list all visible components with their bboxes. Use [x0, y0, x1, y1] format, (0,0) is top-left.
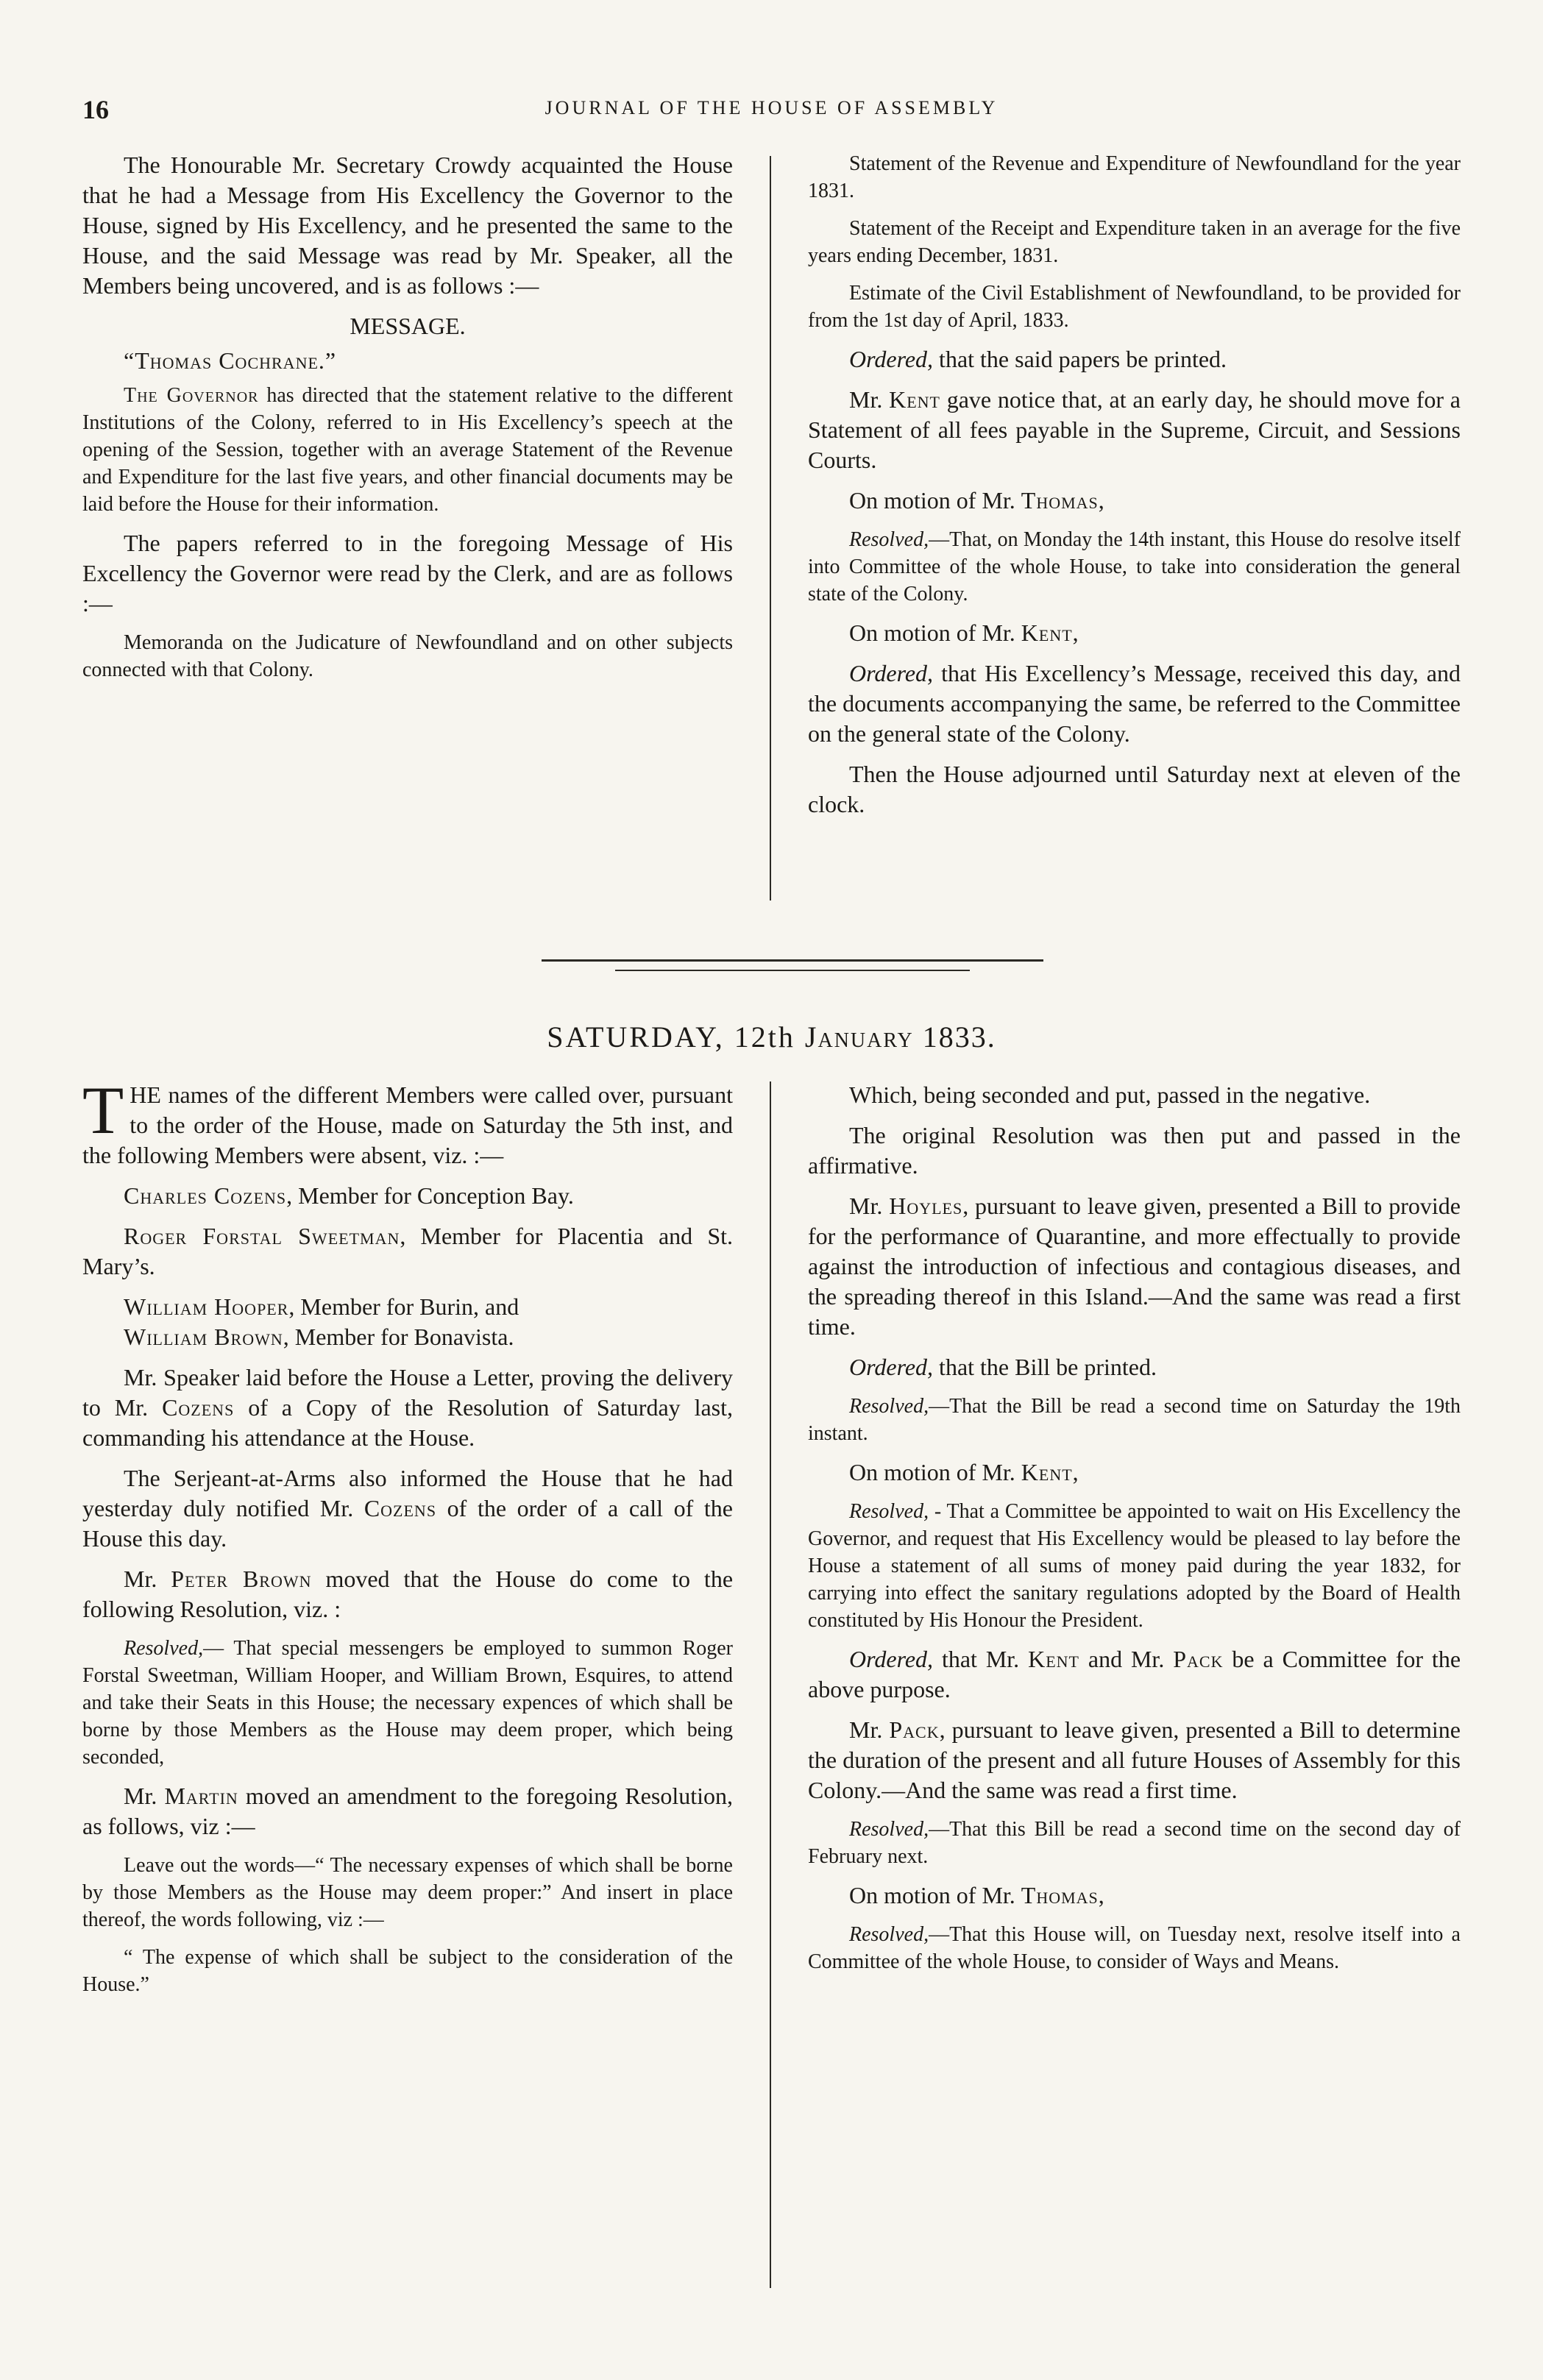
paragraph: Then the House adjourned until Saturday next at eleven of the clock.: [808, 761, 1461, 817]
top-left-column: [82, 150, 733, 694]
message-signature: “Thomas Cochrane.”: [124, 347, 337, 374]
absent-member: William Hooper, Member for Burin, and: [124, 1293, 519, 1320]
journal-title: JOURNAL OF THE HOUSE OF ASSEMBLY: [545, 97, 998, 118]
paragraph: Mr. Speaker laid before the House a Letter, proving the delivery to Mr. Cozens of a Copy of the Resolution of Saturday last, commanding his attendance at the House.: [82, 1364, 734, 1451]
document-item: Statement of the Receipt and Expenditure taken in an average for the five years ending December, 1831.: [808, 217, 1461, 267]
paragraph: The original Resolution was then put and passed in the affirmative.: [808, 1122, 1461, 1179]
paragraph: Mr. Kent gave notice that, at an early day, he should move for a Statement of all fees payable in the Supreme, Circuit, and Sessions Courts.: [808, 386, 1461, 473]
resolution: Resolved,—That this House will, on Tuesday next, resolve itself into a Committee of the whole House, to consider of Ways and Means.: [808, 1923, 1461, 1973]
amendment-text: “ The expense of which shall be subject to the consideration of the House.”: [82, 1946, 733, 1996]
section-rule: [542, 959, 1043, 962]
bottom-left-column: [82, 1073, 734, 2008]
paragraph: Which, being seconded and put, passed in the negative.: [849, 1081, 1371, 1108]
paragraph: Mr. Pack, pursuant to leave given, presented a Bill to determine the duration of the present and all future Houses of Assembly for this Colony.—And the same was read a first time.: [808, 1716, 1461, 1803]
resolution: Resolved,—That the Bill be read a second time on Saturday the 19th instant.: [808, 1395, 1461, 1445]
motion-line: On motion of Mr. Kent,: [849, 1459, 1079, 1485]
absent-member: Roger Forstal Sweetman, Member for Placentia and St. Mary’s.: [82, 1223, 734, 1279]
paragraph: Ordered, that the Bill be printed.: [849, 1354, 1157, 1380]
column-divider: [770, 156, 771, 901]
resolution: Resolved,—That this Bill be read a second time on the second day of February next.: [808, 1818, 1461, 1868]
section-rule: [615, 970, 970, 971]
message-text: The Governor has directed that the statement relative to the different Institutions of the Colony, referred to in His Excellency’s speech at the opening of the Session, together with an average Statement of the Revenue and Expenditure for the last five years, and other financial documents may be laid before the House for their information.: [82, 384, 734, 516]
paragraph: Ordered, that the said papers be printed.: [849, 346, 1227, 372]
document-item: Estimate of the Civil Establishment of Newfoundland, to be provided for from the 1st day of April, 1833.: [808, 282, 1461, 332]
running-head: [82, 94, 1461, 129]
paragraph: Ordered, that Mr. Kent and Mr. Pack be a Committee for the above purpose.: [808, 1646, 1461, 1702]
paragraph: Mr. Martin moved an amendment to the foregoing Resolution, as follows, viz :—: [82, 1783, 734, 1839]
drop-cap: T: [82, 1073, 124, 1148]
paragraph: The papers referred to in the foregoing Message of His Excellency the Governor were read by the Clerk, and are as follows :—: [82, 530, 733, 617]
motion-line: On motion of Mr. Thomas,: [849, 1882, 1104, 1908]
column-divider: [770, 1081, 771, 2288]
motion-line: On motion of Mr. Thomas,: [849, 487, 1104, 514]
resolution: Resolved, - That a Committee be appointed to wait on His Excellency the Governor, and request that His Excellency would be pleased to lay before the House a statement of all sums of money paid during the year 1832, for carrying into effect the sanitary regulations adopted by the Board of Health constituted by His Honour the President.: [808, 1500, 1461, 1632]
paragraph: The Serjeant-at-Arms also informed the House that he had yesterday duly notified Mr. Cozens of the order of a call of the House this day.: [82, 1465, 734, 1552]
document-item: Memoranda on the Judicature of Newfoundland and on other subjects connected with that Colony.: [82, 631, 733, 681]
page-number: 16: [82, 95, 109, 124]
paragraph: Mr. Peter Brown moved that the House do come to the following Resolution, viz. :: [82, 1566, 734, 1622]
top-right-column: [808, 150, 1461, 830]
message-heading: MESSAGE.: [350, 313, 466, 339]
paragraph: Mr. Hoyles, pursuant to leave given, presented a Bill to provide for the performance of Quarantine, and more effectually to provide against the introduction of infectious and contagious diseases, and the spreading thereof in this Island.—And the same was read a first time.: [808, 1193, 1461, 1340]
absent-member: Charles Cozens, Member for Conception Bay.: [124, 1182, 574, 1209]
motion-line: On motion of Mr. Kent,: [849, 619, 1079, 646]
absent-member: William Brown, Member for Bonavista.: [124, 1324, 514, 1350]
day-heading: SATURDAY, 12th January 1833.: [547, 1020, 996, 1054]
paragraph: The Honourable Mr. Secretary Crowdy acquainted the House that he had a Message from His Excellency the Governor to the House, signed by His Excellency, and he presented the same to the House, and the said Message was read by Mr. Speaker, all the Members being uncovered, and is as follows :—: [82, 152, 733, 299]
resolution: Resolved,—That, on Monday the 14th instant, this House do resolve itself into Committee of the whole House, to take into consideration the general state of the Colony.: [808, 528, 1461, 605]
document-item: Statement of the Revenue and Expenditure of Newfoundland for the year 1831.: [808, 152, 1461, 202]
bottom-right-column: [808, 1080, 1461, 1986]
paragraph: THE names of the different Members were called over, pursuant to the order of the House, made on Saturday the 5th inst, and the following Members were absent, viz. :—: [82, 1073, 733, 1168]
paragraph: Ordered, that His Excellency’s Message, received this day, and the documents accompanying the same, be referred to the Committee on the general state of the Colony.: [808, 660, 1461, 747]
amendment-text: Leave out the words—“ The necessary expenses of which shall be borne by those Members as the House may deem proper:” And insert in place thereof, the words following, viz :—: [82, 1854, 733, 1931]
resolution: Resolved,— That special messengers be employed to summon Roger Forstal Sweetman, William Hooper, and William Brown, Esquires, to attend and take their Seats in this House; the necessary expences of which shall be borne by those Members as the House may deem proper, which being seconded,: [82, 1637, 733, 1769]
